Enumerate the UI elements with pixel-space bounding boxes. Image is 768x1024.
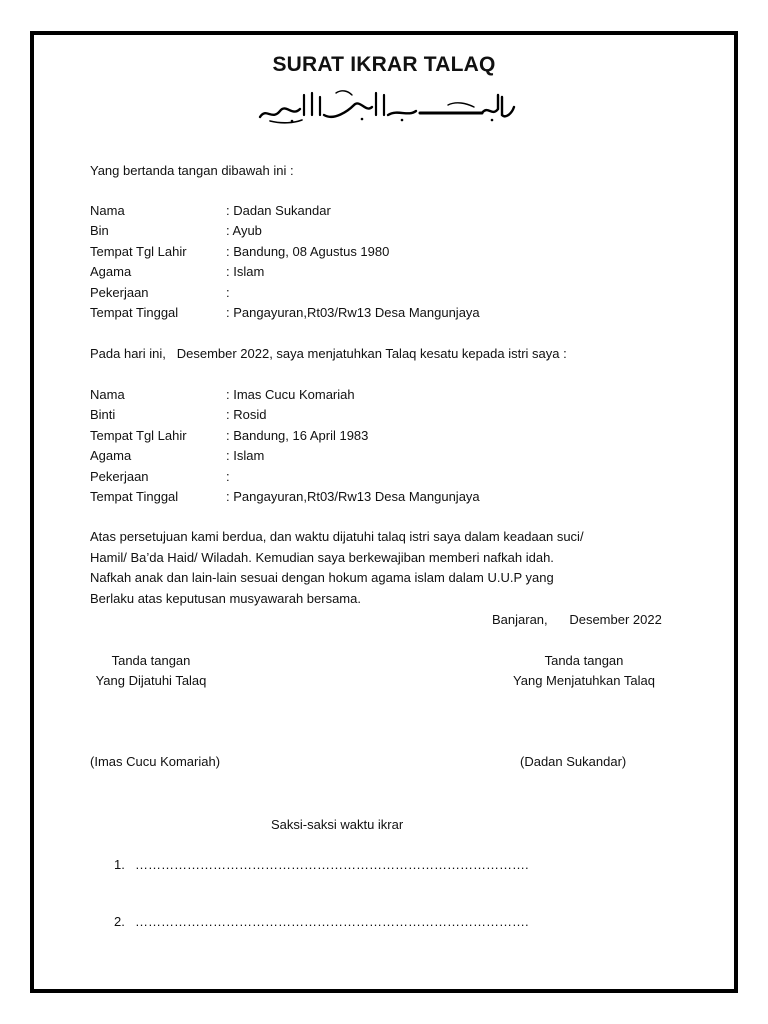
left-sign-line1: Tanda tangan bbox=[111, 653, 191, 668]
husband-value-address: : Pangayuran,Rt03/Rw13 Desa Mangunjaya bbox=[226, 305, 480, 320]
wife-label-religion: Agama bbox=[90, 448, 132, 463]
husband-label-nama: Nama bbox=[90, 203, 125, 218]
document-title: SURAT IKRAR TALAQ bbox=[272, 53, 496, 76]
witness-signature-line-2: ………………………………………………………………………………. bbox=[135, 914, 529, 929]
witness-title: Saksi-saksi waktu ikrar bbox=[271, 817, 404, 832]
wife-value-nama: : Imas Cucu Komariah bbox=[226, 387, 355, 402]
husband-label-bin: Bin bbox=[90, 223, 109, 238]
agreement-line: Atas persetujuan kami berdua, dan waktu dijatuhi talaq istri saya dalam keadaan suci/ bbox=[90, 529, 584, 544]
agreement-line: Nafkah anak dan lain-lain sesuai dengan hokum agama islam dalam U.U.P yang bbox=[90, 570, 554, 585]
wife-label-occupation: Pekerjaan bbox=[90, 469, 149, 484]
husband-value-nama: : Dadan Sukandar bbox=[226, 203, 331, 218]
husband-label-address: Tempat Tinggal bbox=[90, 305, 179, 320]
intro-text: Yang bertanda tangan dibawah ini : bbox=[90, 163, 294, 178]
witness-number-2: 2. bbox=[114, 914, 125, 929]
right-sign-line2: Yang Menjatuhkan Talaq bbox=[513, 673, 655, 688]
right-signatory-name: (Dadan Sukandar) bbox=[520, 754, 627, 769]
left-signatory-name: (Imas Cucu Komariah) bbox=[90, 754, 221, 769]
basmala-calligraphy-icon bbox=[252, 87, 522, 125]
husband-label-occupation: Pekerjaan bbox=[90, 285, 149, 300]
husband-label-birth: Tempat Tgl Lahir bbox=[90, 244, 187, 259]
husband-value-occupation: : bbox=[226, 285, 230, 300]
wife-label-nama: Nama bbox=[90, 387, 125, 402]
wife-label-address: Tempat Tinggal bbox=[90, 489, 179, 504]
husband-value-religion: : Islam bbox=[226, 264, 265, 279]
wife-value-occupation: : bbox=[226, 469, 230, 484]
wife-value-binti: : Rosid bbox=[226, 407, 267, 422]
husband-value-birth: : Bandung, 08 Agustus 1980 bbox=[226, 244, 390, 259]
wife-value-religion: : Islam bbox=[226, 448, 265, 463]
document-border bbox=[30, 31, 738, 993]
talaq-statement: Pada hari ini, Desember 2022, saya menjatuhkan Talaq kesatu kepada istri saya : bbox=[90, 346, 567, 361]
witness-number-1: 1. bbox=[114, 857, 125, 872]
agreement-line: Hamil/ Ba’da Haid/ Wiladah. Kemudian saya berkewajiban memberi nafkah idah. bbox=[90, 549, 554, 565]
wife-value-address: : Pangayuran,Rt03/Rw13 Desa Mangunjaya bbox=[226, 489, 480, 504]
husband-label-religion: Agama bbox=[90, 264, 132, 279]
witness-signature-line-1: ………………………………………………………………………………. bbox=[135, 857, 529, 872]
wife-value-birth: : Bandung, 16 April 1983 bbox=[226, 428, 369, 443]
agreement-line: Berlaku atas keputusan musyawarah bersama. bbox=[90, 590, 361, 606]
husband-value-bin: : Ayub bbox=[226, 223, 262, 238]
wife-label-birth: Tempat Tgl Lahir bbox=[90, 428, 187, 443]
wife-label-binti: Binti bbox=[90, 407, 116, 422]
left-sign-line2: Yang Dijatuhi Talaq bbox=[95, 673, 207, 688]
agreement-paragraph bbox=[90, 527, 584, 609]
place-date: Banjaran, Desember 2022 bbox=[492, 612, 662, 627]
right-sign-line1: Tanda tangan bbox=[544, 653, 624, 668]
